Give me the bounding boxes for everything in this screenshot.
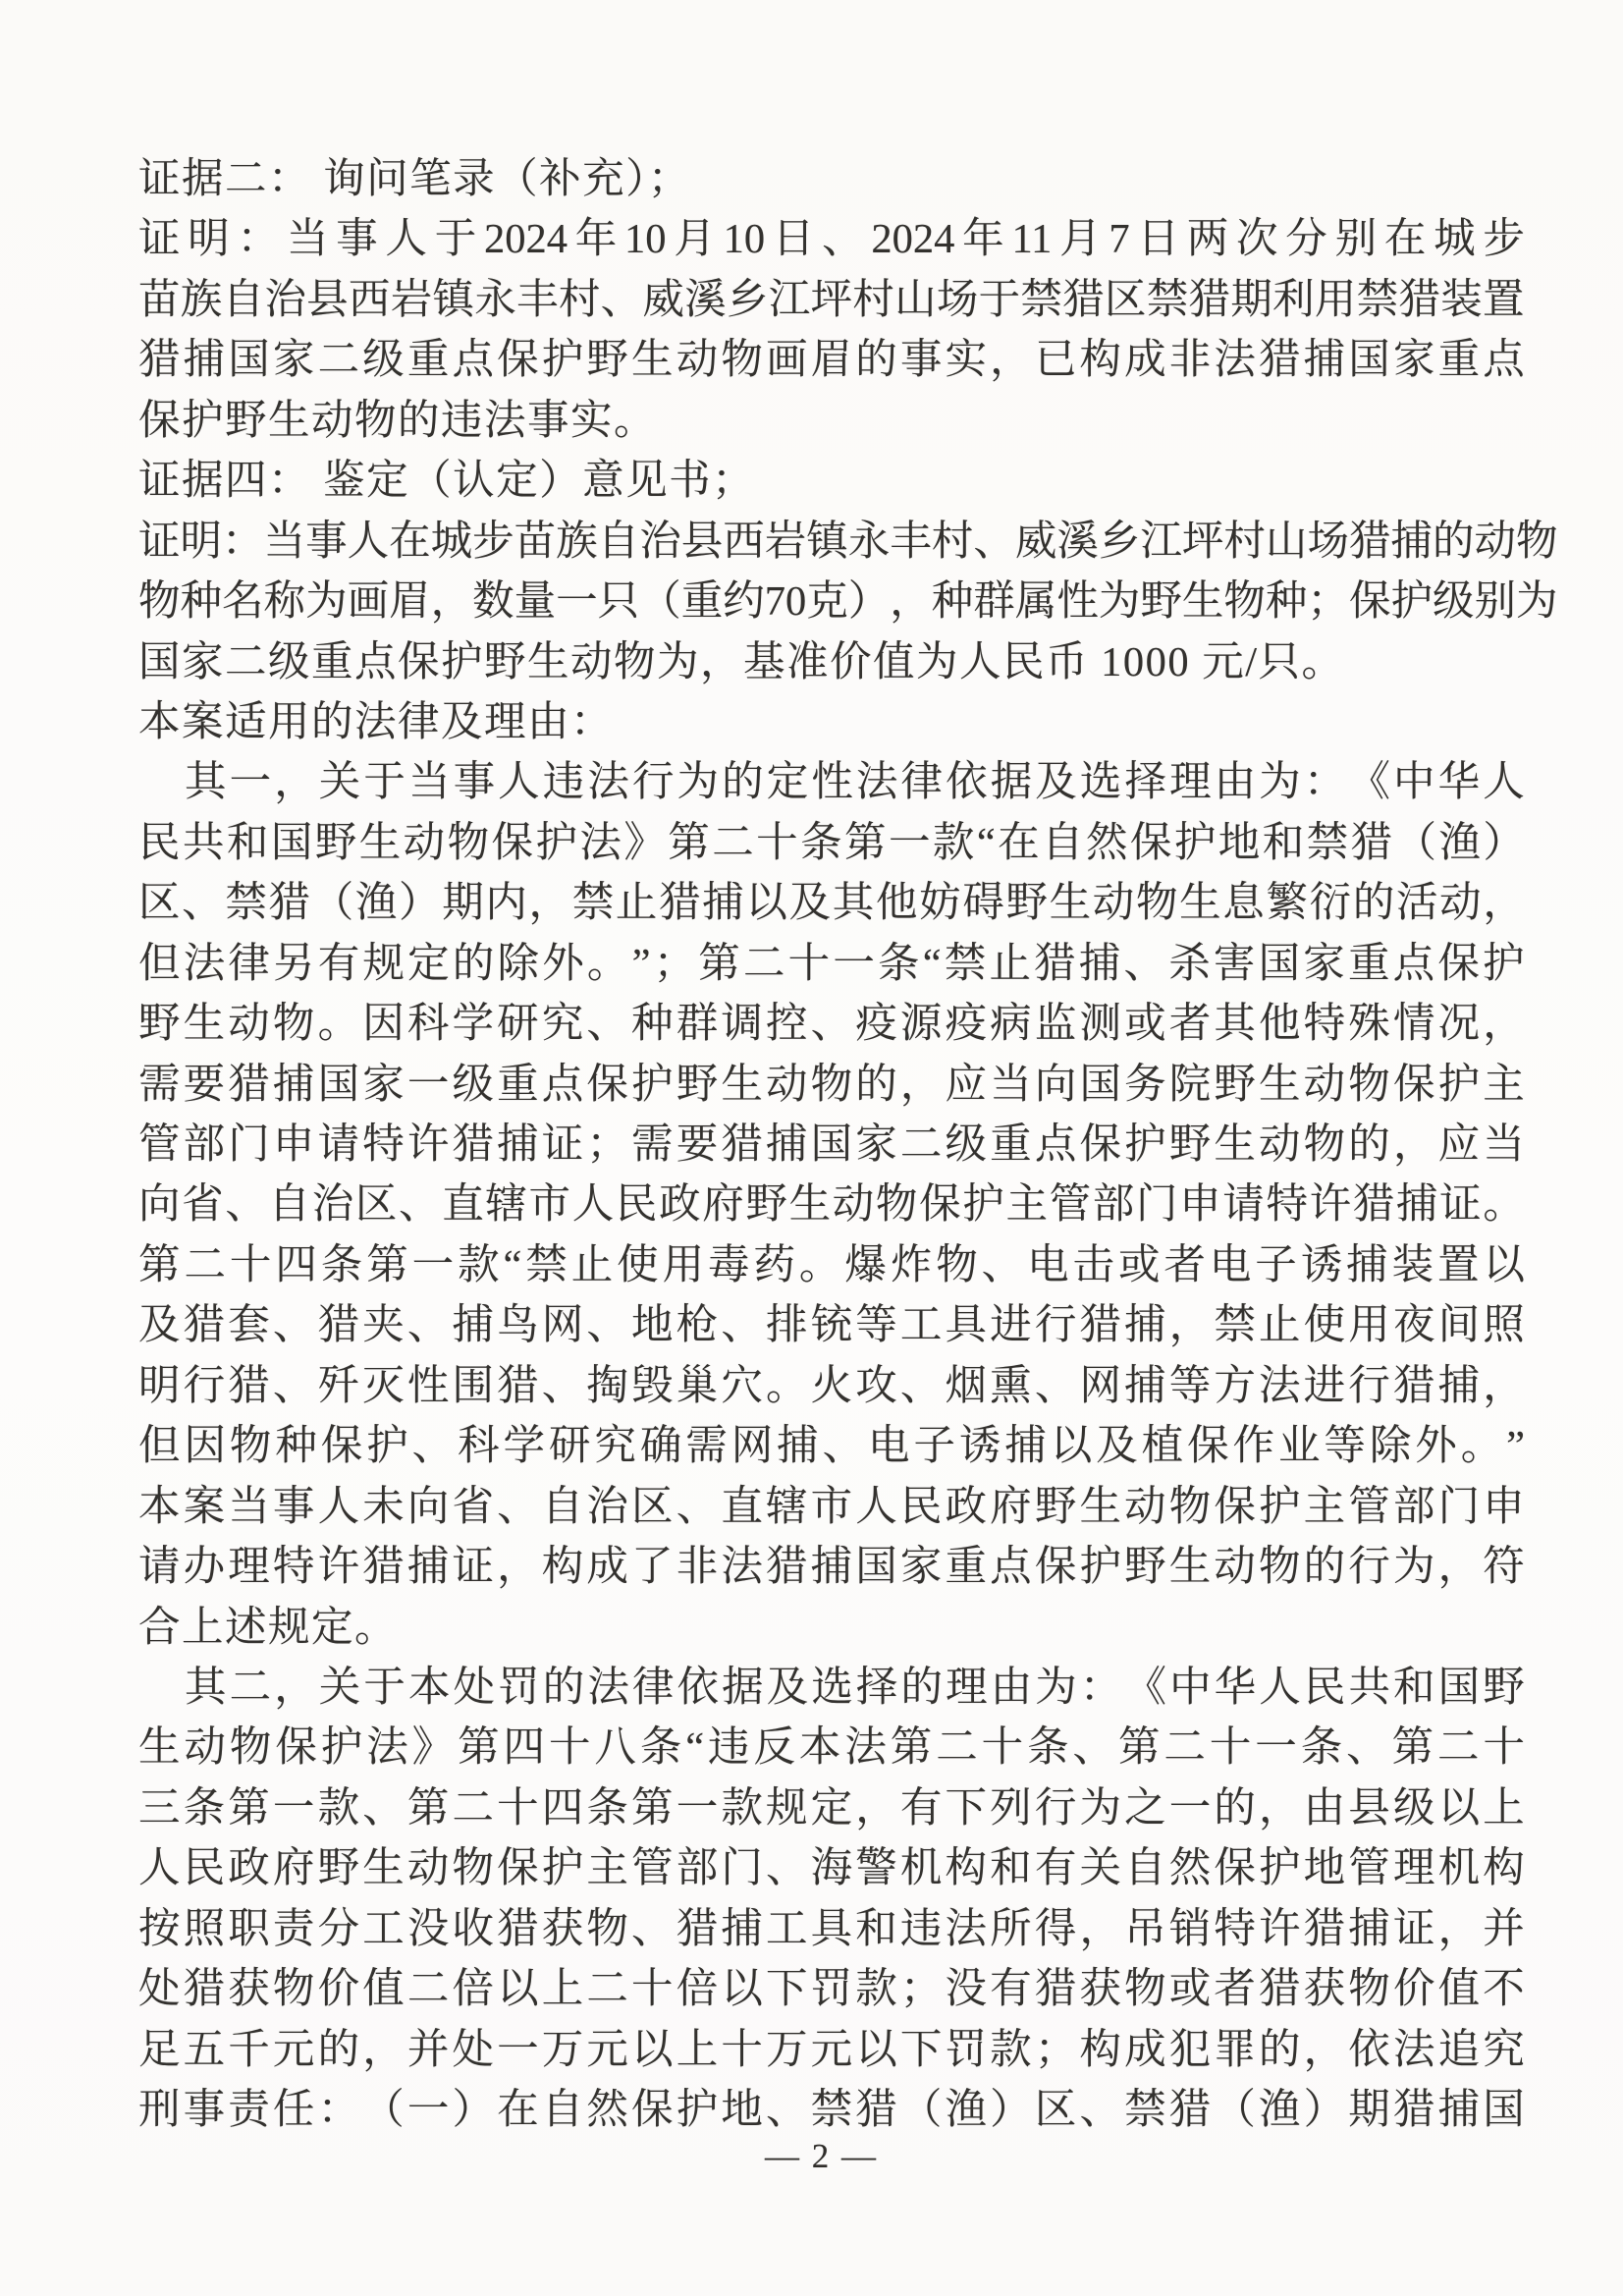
text-line: 但 因 物 种 保 护 、 科 学 研 究 确 需 网 捕 、 电 子 诱 捕 以 及 植 保 作 业 等 除 外 。 ”	[138, 1423, 1525, 1470]
text-line: 但 法 律 另 有 规 定 的 除 外 。 ” ； 第 二 十 一 条 “ 禁 止 猎 捕 、 杀 害 国 家 重 点 保 护	[138, 940, 1525, 987]
text-line: 请 办 理 特 许 猎 捕 证 ， 构 成 了 非 法 猎 捕 国 家 重 点 保 护 野 生 动 物 的 行 为 ， 符	[138, 1544, 1525, 1591]
text-line: 处 猎 获 物 价 值 二 倍 以 上 二 十 倍 以 下 罚 款 ； 没 有 猎 获 物 或 者 猎 获 物 价 值 不	[138, 1966, 1525, 2013]
text-line: 三 条 第 一 款 、 第 二 十 四 条 第 一 款 规 定 ， 有 下 列 行 为 之 一 的 ， 由 县 级 以 上	[138, 1784, 1525, 1831]
text-line: 保护野生动物的违法事实。	[138, 397, 658, 444]
text-line: 证据四： 鉴定（认定）意见书；	[138, 458, 756, 505]
text-line: 管 部 门 申 请 特 许 猎 捕 证 ； 需 要 猎 捕 国 家 二 级 重 点 保 护 野 生 动 物 的 ， 应 当	[138, 1121, 1525, 1168]
text-line: 野 生 动 物 。 因 科 学 研 究 、 种 群 调 控 、 疫 源 疫 病 监 测 或 者 其 他 特 殊 情 况 ，	[138, 1001, 1525, 1048]
document-body	[138, 149, 1558, 2140]
text-line: 刑 事 责 任 ： （ 一 ） 在 自 然 保 护 地 、 禁 猎 （ 渔 ） 区 、 禁 猎 （ 渔 ） 期 猎 捕 国	[138, 2087, 1525, 2133]
text-line: 其 一 ， 关 于 当 事 人 违 法 行 为 的 定 性 法 律 依 据 及 选 择 理 由 为 ： 《 中 华 人	[185, 759, 1525, 806]
text-line: 人 民 政 府 野 生 动 物 保 护 主 管 部 门 、 海 警 机 构 和 有 关 自 然 保 护 地 管 理 机 构	[138, 1845, 1525, 1892]
text-line: 民 共 和 国 野 生 动 物 保 护 法 》 第 二 十 条 第 一 款 “ 在 自 然 保 护 地 和 禁 猎 （ 渔 ）	[138, 819, 1525, 866]
text-line: 按 照 职 责 分 工 没 收 猎 获 物 、 猎 捕 工 具 和 违 法 所 得 ， 吊 销 特 许 猎 捕 证 ， 并	[138, 1905, 1525, 1952]
text-line: 国家二级重点保护野生动物为，基准价值为人民币 1000 元/只。	[138, 638, 1345, 685]
text-line: 本 案 当 事 人 未 向 省 、 自 治 区 、 直 辖 市 人 民 政 府 野 生 动 物 保 护 主 管 部 门 申	[138, 1483, 1525, 1530]
text-line: 合上述规定。	[138, 1604, 399, 1651]
text-line: 足 五 千 元 的 ， 并 处 一 万 元 以 上 十 万 元 以 下 罚 款 ； 构 成 犯 罪 的 ， 依 法 追 究	[138, 2026, 1525, 2073]
text-line: 需 要 猎 捕 国 家 一 级 重 点 保 护 野 生 动 物 的 ， 应 当 向 国 务 院 野 生 动 物 保 护 主	[138, 1061, 1525, 1108]
text-line: 证 明 ： 当 事 人 于 2024 年 10 月 10 日 、 2024 年 11 月 7 日 两 次 分 别 在 城 步	[138, 216, 1525, 263]
text-line: 证据二： 询问笔录（补充）；	[138, 156, 691, 202]
text-line: 物 种 名 称 为 画 眉 ， 数 量 一 只 （ 重 约 70 克 ） ， 种 群 属 性 为 野 生 物 种 ； 保 护 级 别 为	[138, 578, 1558, 626]
text-line: 区 、 禁 猎 （ 渔 ） 期 内 ， 禁 止 猎 捕 以 及 其 他 妨 碍 野 生 动 物 生 息 繁 衍 的 活 动 ，	[138, 880, 1525, 927]
text-line: 第 二 十 四 条 第 一 款 “ 禁 止 使 用 毒 药 。 爆 炸 物 、 电 击 或 者 电 子 诱 捕 装 置 以	[138, 1241, 1525, 1288]
text-line: 及 猎 套 、 猎 夹 、 捕 鸟 网 、 地 枪 、 排 铳 等 工 具 进 行 猎 捕 ， 禁 止 使 用 夜 间 照	[138, 1302, 1525, 1349]
text-line: 证 明 ： 当 事 人 在 城 步 苗 族 自 治 县 西 岩 镇 永 丰 村 、 威 溪 乡 江 坪 村 山 场 猎 捕 的 动 物	[138, 518, 1558, 565]
text-line: 猎 捕 国 家 二 级 重 点 保 护 野 生 动 物 画 眉 的 事 实 ， 已 构 成 非 法 猎 捕 国 家 重 点	[138, 337, 1525, 384]
text-line: 本案适用的法律及理由：	[138, 698, 615, 745]
text-line: 明 行 猎 、 歼 灭 性 围 猎 、 掏 毁 巢 穴 。 火 攻 、 烟 熏 、 网 捕 等 方 法 进 行 猎 捕 ，	[138, 1362, 1525, 1409]
text-line: 其 二 ， 关 于 本 处 罚 的 法 律 依 据 及 选 择 的 理 由 为 ： 《 中 华 人 民 共 和 国 野	[185, 1664, 1525, 1711]
text-line: 向 省 、 自 治 区 、 直 辖 市 人 民 政 府 野 生 动 物 保 护 主 管 部 门 申 请 特 许 猎 捕 证 。	[138, 1181, 1525, 1229]
text-line: 生 动 物 保 护 法 》 第 四 十 八 条 “ 违 反 本 法 第 二 十 条 、 第 二 十 一 条 、 第 二 十	[138, 1724, 1525, 1772]
page-number: — 2 —	[765, 2137, 878, 2175]
text-line: 苗 族 自 治 县 西 岩 镇 永 丰 村 、 威 溪 乡 江 坪 村 山 场 于 禁 猎 区 禁 猎 期 利 用 禁 猎 装 置	[138, 276, 1525, 323]
